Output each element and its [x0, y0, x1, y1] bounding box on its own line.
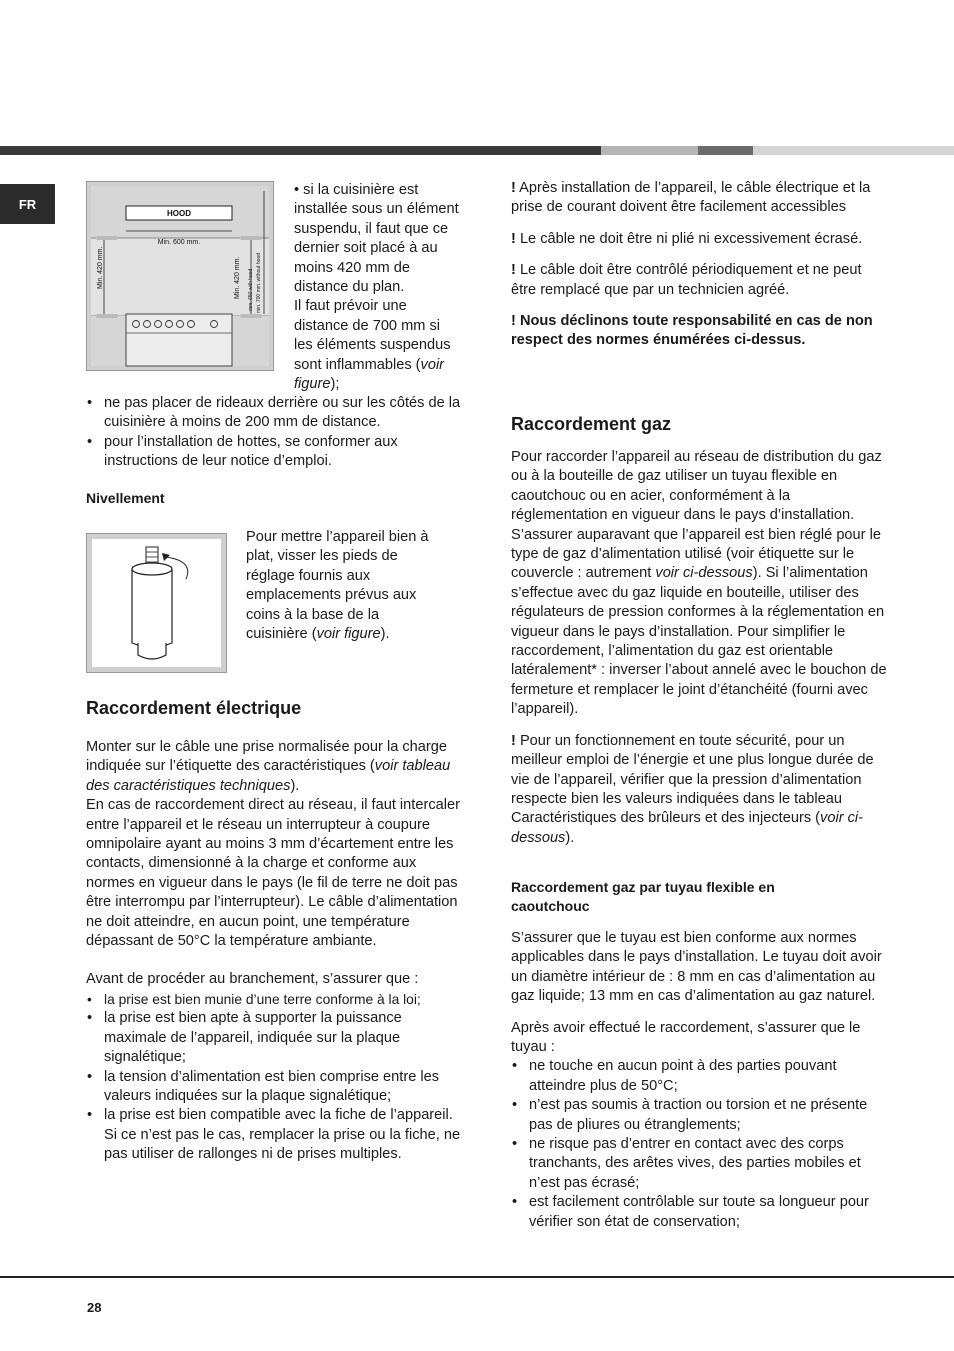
flexible-bullet: • n’est pas soumis à traction ou torsion et ne présente pas de pliures ou étranglements;: [511, 1096, 887, 1135]
header-bar-pale: [753, 146, 954, 155]
section-title-gaz: Raccordement gaz: [511, 414, 672, 434]
left-height-label: Min. 420 mm.: [97, 246, 104, 289]
page-number: 28: [87, 1300, 102, 1315]
gaz-paragraph-1: Pour raccorder l’appareil au réseau de distribution du gaz ou à la bouteille de gaz utiliser un tuyau flexible en caoutchouc ou en acier, conformément à la réglementation en vigueur dans le pays d’installation. S’assurer auparavant que l’appareil est bien réglé pour le type de gaz d’alimentation utilisé (voir étiquette sur le couvercle : autrement voir ci-dessous). Si l’alimentation s’effectue avec du gaz liquide en bouteille, utiliser des régulateurs de pression conformes à la réglementation en vigueur dans le pays d’installation. Pour simplifier le raccordement, l’alimentation du gaz est orientable latéralement* : inverser l’about annelé avec le bouchon de fermeture et remplacer le joint d’étanchéité (fourni avec l’appareil).: [511, 449, 887, 718]
flexible-text: [511, 929, 887, 1232]
header-bar-mid: [698, 146, 753, 155]
language-tab-label: FR: [18, 196, 37, 212]
header-bar-light: [601, 146, 698, 155]
electrique-text: [86, 738, 466, 1165]
hood-bullet-text: • si la cuisinière est installée sous un élément suspendu, il faut que ce dernier soit placé à au moins 420 mm de distance du plan. Il faut prévoir une distance de 700 mm si les éléments suspendus sont inflammables (voir figure);: [294, 182, 459, 393]
gaz-text: [511, 448, 887, 848]
elec-paragraph-1: Monter sur le câble une prise normalisée pour la charge indiquée sur l’étiquette des caractéristiques (voir tableau des caractéristiques techniques).: [86, 739, 451, 794]
right-height-label: Min. 420 mm.: [234, 256, 241, 299]
elec-bullet: • la prise est bien munie d’une terre conforme à la loi;: [86, 990, 466, 1009]
without-hood-label: min. 700 mm. without hood: [256, 252, 262, 313]
elec-bullet: • la tension d’alimentation est bien comprise entre les valeurs indiquées sur la plaque signalétique;: [86, 1068, 466, 1107]
header-bar-dark: [0, 146, 601, 155]
flexible-paragraph-1: S’assurer que le tuyau est bien conforme aux normes applicables dans le pays d’installation. Le tuyau doit avoir un diamètre intérieur de : 8 mm en cas d’alimentation au gaz liquide; 13 mm en cas d’alimentation au gaz naturel.: [511, 930, 882, 1005]
with-hood-label: mm. 650 with hood: [248, 268, 254, 311]
install-bullets: [86, 394, 466, 472]
hood-clearance-figure: [86, 181, 274, 371]
width-label: Min. 600 mm.: [157, 239, 201, 246]
leveling-foot-figure: [86, 533, 227, 673]
elec-paragraph-3: Avant de procéder au branchement, s’assurer que :: [86, 971, 419, 988]
elec-paragraph-2: En cas de raccordement direct au réseau, il faut intercaler entre l’appareil et le réseau un interrupteur à coupure omnipolaire ayant au moins 3 mm d’écartement entre les contacts, dimensionné à la charge et conforme aux normes en vigueur dans le pays (le fil de terre ne doit pas être interrompu par l’interrupteur). Le câble d’alimentation ne doit atteindre, en aucun point, une température dépassant de 50°C la température ambiante.: [86, 797, 460, 950]
nivellement-title: Nivellement: [86, 490, 165, 506]
flexible-bullet: • est facilement contrôlable sur toute sa longueur pour vérifier son état de conservation;: [511, 1193, 887, 1232]
flexible-bullet: • ne risque pas d’entrer en contact avec des corps tranchants, des arêtes vives, des parties mobiles et n’est pas écrasé;: [511, 1135, 887, 1193]
subsection-title-flexible: Raccordement gaz par tuyau flexible en caoutchouc: [511, 879, 775, 915]
warning-5: ! Pour un fonctionnement en toute sécurité, pour un meilleur emploi de l’énergie et une plus longue durée de vie de l’appareil, vérifier que la pression d’alimentation respecte bien les valeurs indiquées dans le tableau Caractéristiques des brûleurs et des injecteurs (voir ci-dessous).: [511, 732, 874, 846]
elec-bullet: • la prise est bien compatible avec la fiche de l’appareil. Si ce n’est pas le cas, remplacer la prise ou la fiche, ne pas utiliser de rallonges ni de prises multiples.: [86, 1106, 466, 1164]
warning-4: ! Nous déclinons toute responsabilité en cas de non respect des normes énumérées ci-dessus.: [511, 313, 873, 349]
bullet-curtains: • ne pas placer de rideaux derrière ou sur les côtés de la cuisinière à moins de 200 mm de distance.: [86, 394, 466, 433]
warning-3: ! Le câble doit être contrôlé périodiquement et ne peut être remplacé que par un technicien agréé.: [511, 262, 862, 298]
warning-2: ! Le câble ne doit être ni plié ni excessivement écrasé.: [511, 230, 863, 247]
language-tab: [0, 184, 55, 224]
flexible-bullet: • ne touche en aucun point à des parties pouvant atteindre plus de 50°C;: [511, 1057, 887, 1096]
elec-bullet: • la prise est bien apte à supporter la puissance maximale de l’appareil, indiquée sur la plaque signalétique;: [86, 1009, 466, 1067]
nivellement-text: Pour mettre l’appareil bien à plat, visser les pieds de réglage fournis aux emplacements prévus aux coins à la base de la cuisinière (voir figure).: [246, 529, 429, 643]
leveling-foot-diagram: [86, 533, 227, 673]
hood-label: HOOD: [167, 209, 191, 218]
flexible-paragraph-2: Après avoir effectué le raccordement, s’assurer que le tuyau :: [511, 1019, 861, 1056]
warnings-block: [511, 179, 887, 351]
warning-1: ! Après installation de l’appareil, le câble électrique et la prise de courant doivent être facilement accessibles: [511, 180, 871, 216]
section-title-electrique: Raccordement électrique: [86, 698, 302, 718]
bullet-hoods: • pour l’installation de hottes, se conformer aux instructions de leur notice d’emploi.: [86, 433, 466, 472]
hood-diagram: [86, 181, 274, 371]
footer-rule: [0, 1276, 954, 1278]
